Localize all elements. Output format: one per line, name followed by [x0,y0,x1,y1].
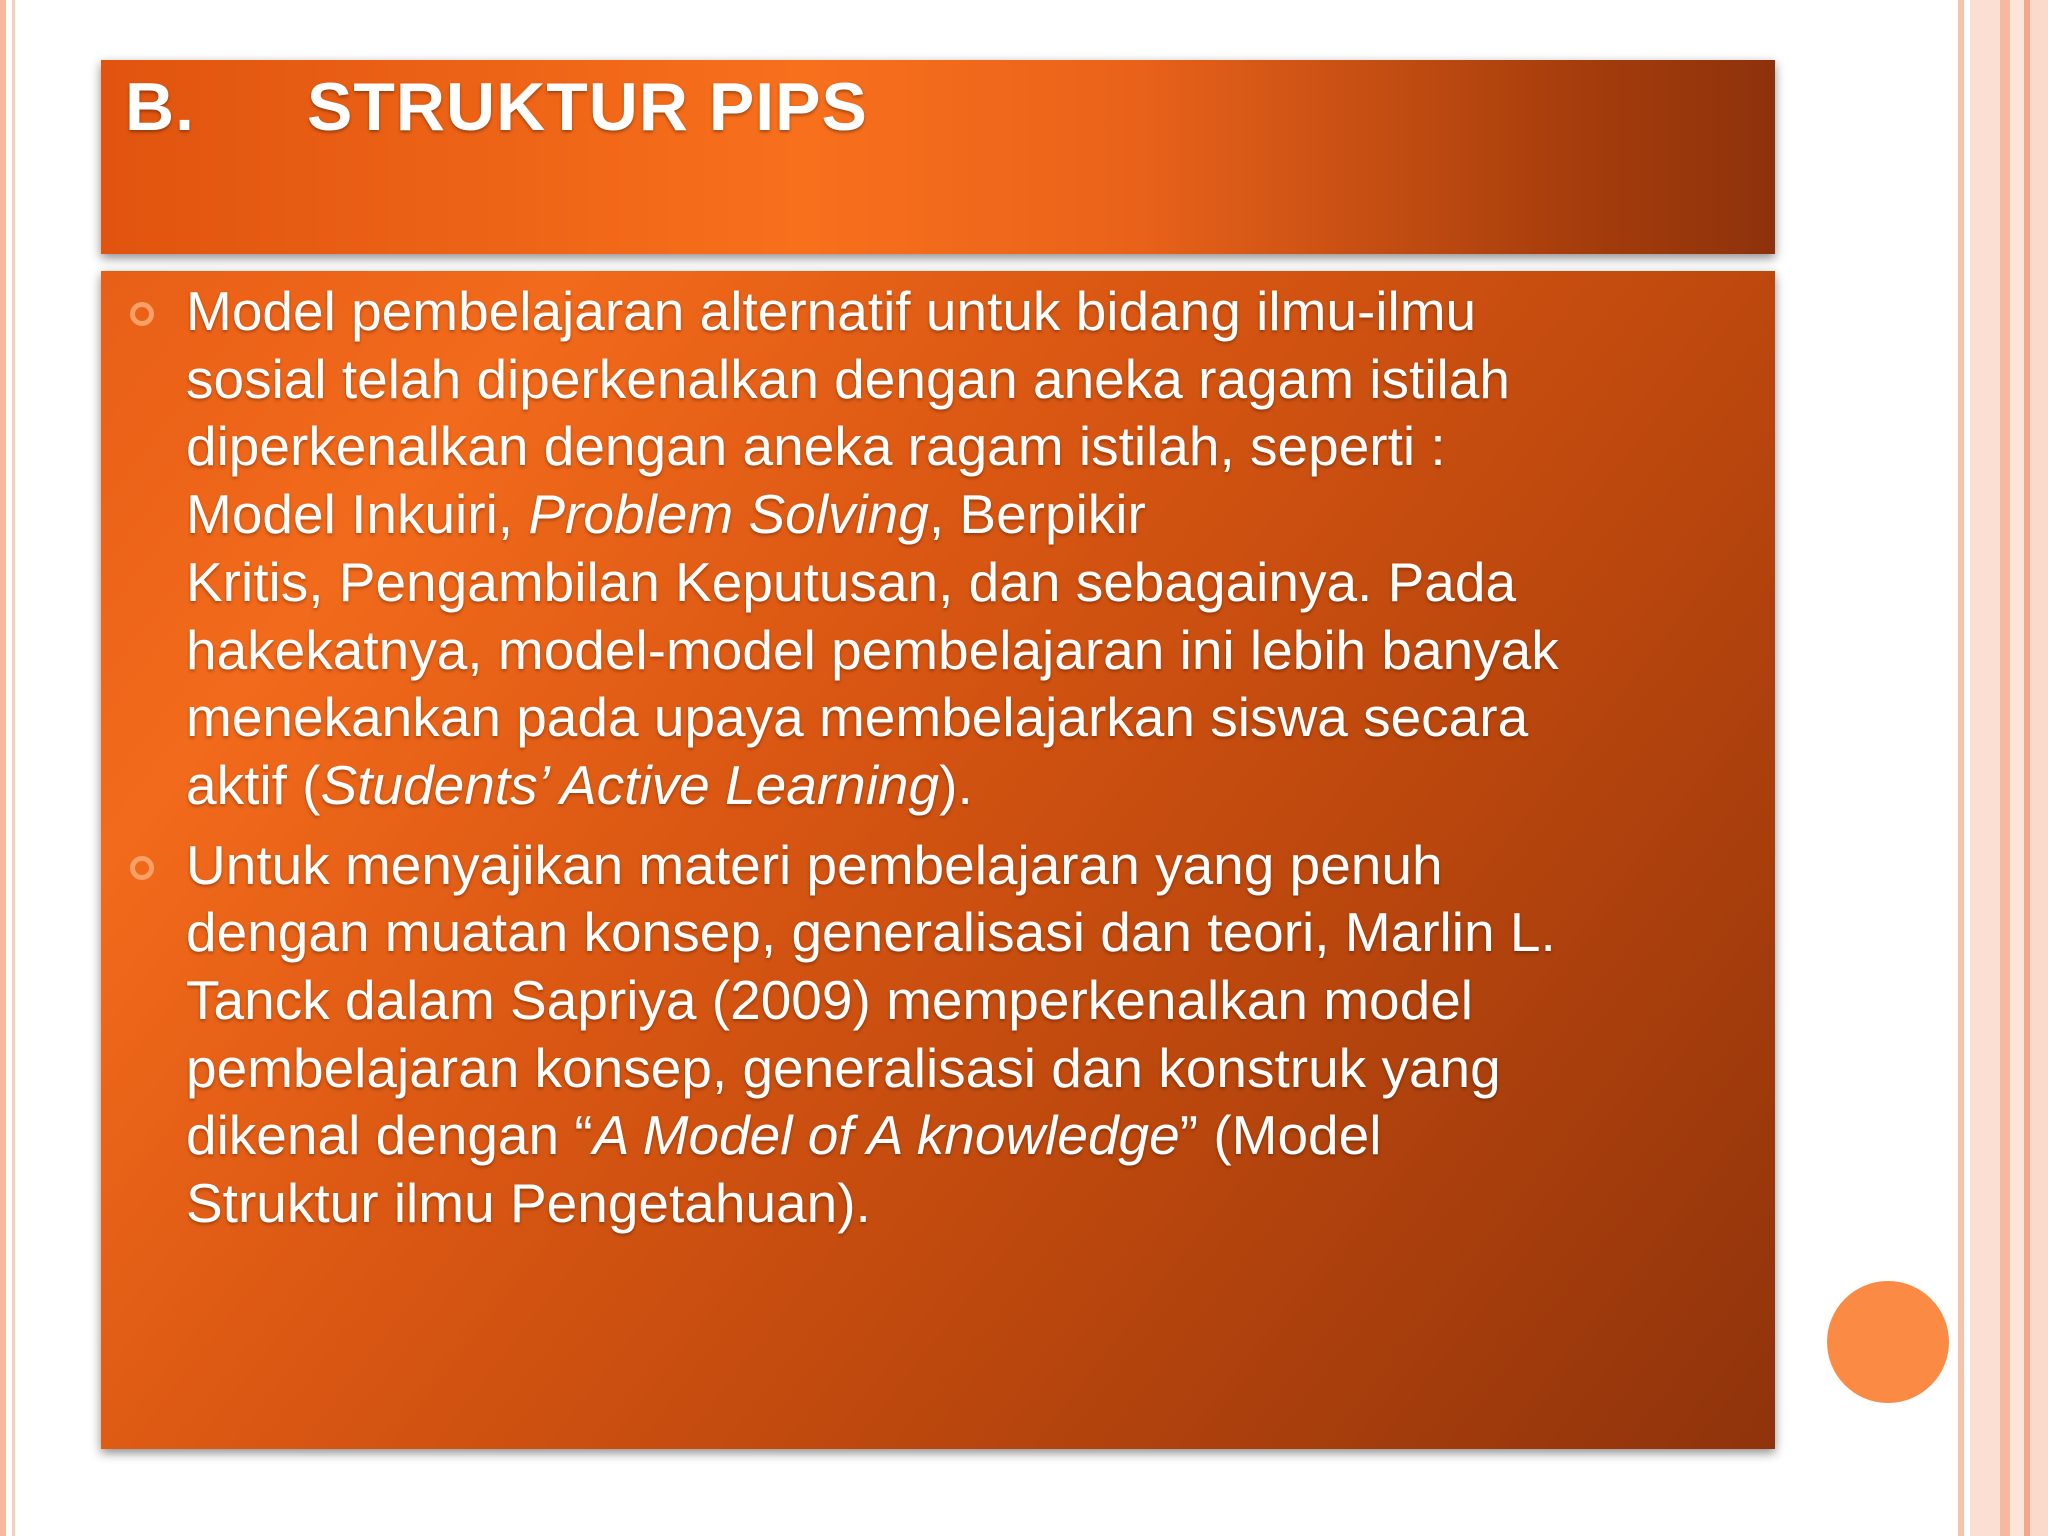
right-border-stripe [1958,0,1964,1536]
bullet-text-line [186,413,1760,481]
bullet-text-line [186,549,1760,617]
bullet-item [120,278,1760,820]
bullet-text-line [186,481,1760,549]
bullet-text-line [186,1170,1760,1238]
bullet-text-line [186,832,1760,900]
bullet-text-line [186,617,1760,685]
bullet-text-line [186,1035,1760,1103]
text-segment: Kritis, Pengambilan Keputusan, dan sebagainya. Pada [186,550,1517,613]
right-border-stripe [2010,0,2024,1536]
bullet-text-line [186,752,1760,820]
bullet-text-line [186,278,1760,346]
bullet-list [120,278,1760,1238]
text-segment: dikenal dengan “ [186,1104,593,1167]
text-segment: Model Inkuiri, [186,483,529,546]
left-border-stripe [0,0,6,1536]
right-border-stripe [1970,0,2000,1536]
decorative-circle [1827,1281,1949,1403]
text-segment: Model pembelajaran alternatif untuk bidang ilmu-ilmu [186,280,1477,342]
text-segment: Tanck dalam Sapriya (2009) memperkenalkan model [186,969,1474,1032]
italic-term: Problem Solving [528,483,929,546]
bullet-text-line [186,346,1760,414]
text-segment: Untuk menyajikan materi pembelajaran yang penuh [186,833,1443,896]
left-border-stripe-thin [12,0,15,1536]
title-section-letter: B. [125,69,195,145]
bullet-text-line [186,1102,1760,1170]
text-segment: Struktur ilmu Pengetahuan). [186,1172,871,1235]
text-segment: menekankan pada upaya membelajarkan siswa secara [186,686,1529,749]
text-segment: aktif ( [186,753,321,816]
bullet-text-line [186,684,1760,752]
text-segment: pembelajaran konsep, generalisasi dan konstruk yang [186,1036,1501,1099]
right-border-stripe [2000,0,2010,1536]
text-segment: dengan muatan konsep, generalisasi dan teori, Marlin L. [186,901,1556,964]
text-segment: , Berpikir [928,483,1146,546]
text-segment: diperkenalkan dengan aneka ragam istilah, seperti : [186,415,1446,478]
text-segment: hakekatnya, model-model pembelajaran ini lebih banyak [186,618,1559,681]
text-segment: ). [939,753,973,816]
right-border-stripe [2030,0,2048,1536]
title-text: STRUKTUR PIPS [307,69,868,145]
italic-term: Students’ Active Learning [320,753,940,816]
bullet-ring-icon [130,302,154,326]
text-segment: ” (Model [1179,1104,1382,1167]
bullet-text-line [186,967,1760,1035]
text-segment: sosial telah diperkenalkan dengan aneka ragam istilah [186,347,1510,410]
bullet-text-line [186,899,1760,967]
italic-term: A Model of A knowledge [592,1104,1180,1167]
bullet-item [120,832,1760,1238]
slide-title [125,68,868,146]
bullet-ring-icon [130,856,154,880]
